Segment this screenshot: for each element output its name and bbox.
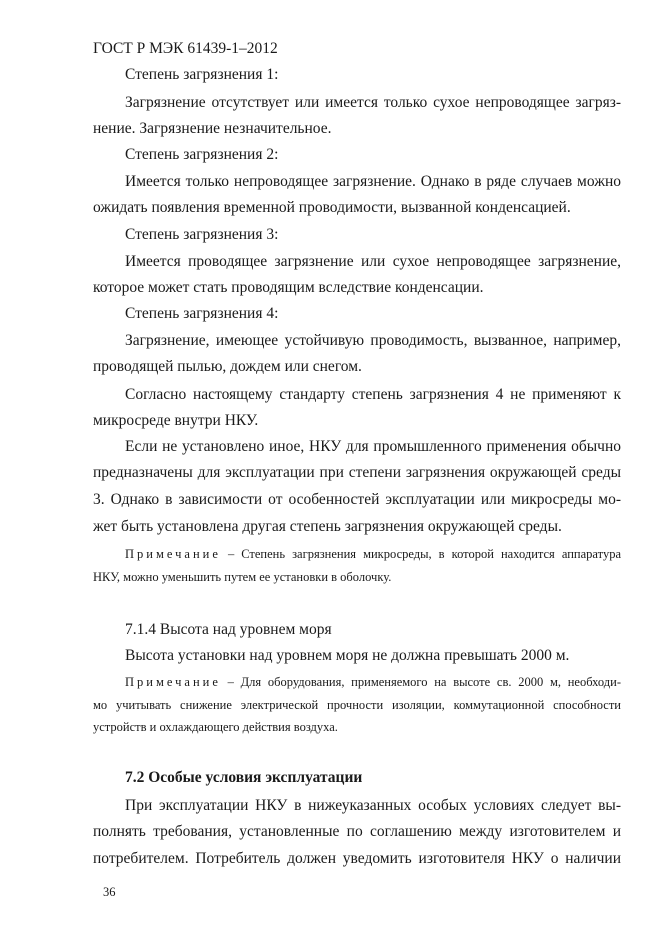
industrial-line-1: Если не установлено иное, НКУ для промышленного применения обычно xyxy=(125,438,621,455)
standard-line-1: Согласно настоящему стандарту степень загрязнения 4 не применяют к xyxy=(125,386,621,403)
note2-line-1 xyxy=(125,673,621,691)
degree3-title: Степень загрязнения 3: xyxy=(125,226,279,243)
degree4-title: Степень загрязнения 4: xyxy=(125,305,279,322)
section-72-line-2: полнять требования, установленные по соглашению между изготовителем и xyxy=(93,823,621,840)
note1-text: – Степень загрязнения микросреды, в которой находится аппаратура xyxy=(220,547,621,561)
note1-line-1 xyxy=(125,545,621,563)
degree2-line-1: Имеется только непроводящее загрязнение. Однако в ряде случаев можно xyxy=(125,173,621,190)
note2-text: – Для оборудования, применяемого на высоте св. 2000 м, необходи- xyxy=(220,675,621,689)
note2-line-2: мо учитывать снижение электрической прочности изоляции, коммутационной способности xyxy=(93,698,621,712)
note1-line-2: НКУ, можно уменьшить путем ее установки в оболочку. xyxy=(93,570,392,584)
section-72-line-1: При эксплуатации НКУ в нижеуказанных особых условиях следует вы- xyxy=(125,797,621,814)
document-header: ГОСТ Р МЭК 61439-1–2012 xyxy=(93,40,278,57)
degree1-title: Степень загрязнения 1: xyxy=(125,66,279,83)
degree4-line-1: Загрязнение, имеющее устойчивую проводимость, вызванное, например, xyxy=(125,332,621,349)
degree2-title: Степень загрязнения 2: xyxy=(125,146,279,163)
section-72-line-3: потребителем. Потребитель должен уведомить изготовителя НКУ о наличии xyxy=(93,850,621,867)
section-714-text: Высота установки над уровнем моря не должна превышать 2000 м. xyxy=(125,647,570,664)
section-714-heading: 7.1.4 Высота над уровнем моря xyxy=(125,621,332,638)
page-number: 36 xyxy=(103,885,116,899)
note1-label: Примечание xyxy=(125,547,221,561)
industrial-line-2: предназначены для эксплуатации при степени загрязнения окружающей среды xyxy=(93,464,621,481)
degree3-line-2: которое может стать проводящим вследствие конденсации. xyxy=(93,279,484,296)
degree4-line-2: проводящей пылью, дождем или снегом. xyxy=(93,358,362,375)
section-72-heading: 7.2 Особые условия эксплуатации xyxy=(125,769,363,786)
industrial-line-3: 3. Однако в зависимости от особенностей эксплуатации или микросреды мо- xyxy=(93,491,621,508)
note2-line-3: устройств и охлаждающего действия воздуха. xyxy=(93,720,338,734)
degree1-line-1: Загрязнение отсутствует или имеется только сухое непроводящее загряз- xyxy=(125,94,621,111)
industrial-line-4: жет быть установлена другая степень загрязнения окружающей среды. xyxy=(93,518,562,535)
degree3-line-1: Имеется проводящее загрязнение или сухое непроводящее загрязнение, xyxy=(125,253,621,270)
note2-label: Примечание xyxy=(125,675,221,689)
degree2-line-2: ожидать появления временной проводимости, вызванной конденсацией. xyxy=(93,199,571,216)
degree1-line-2: нение. Загрязнение незначительное. xyxy=(93,120,332,137)
standard-line-2: микросреде внутри НКУ. xyxy=(93,412,259,429)
